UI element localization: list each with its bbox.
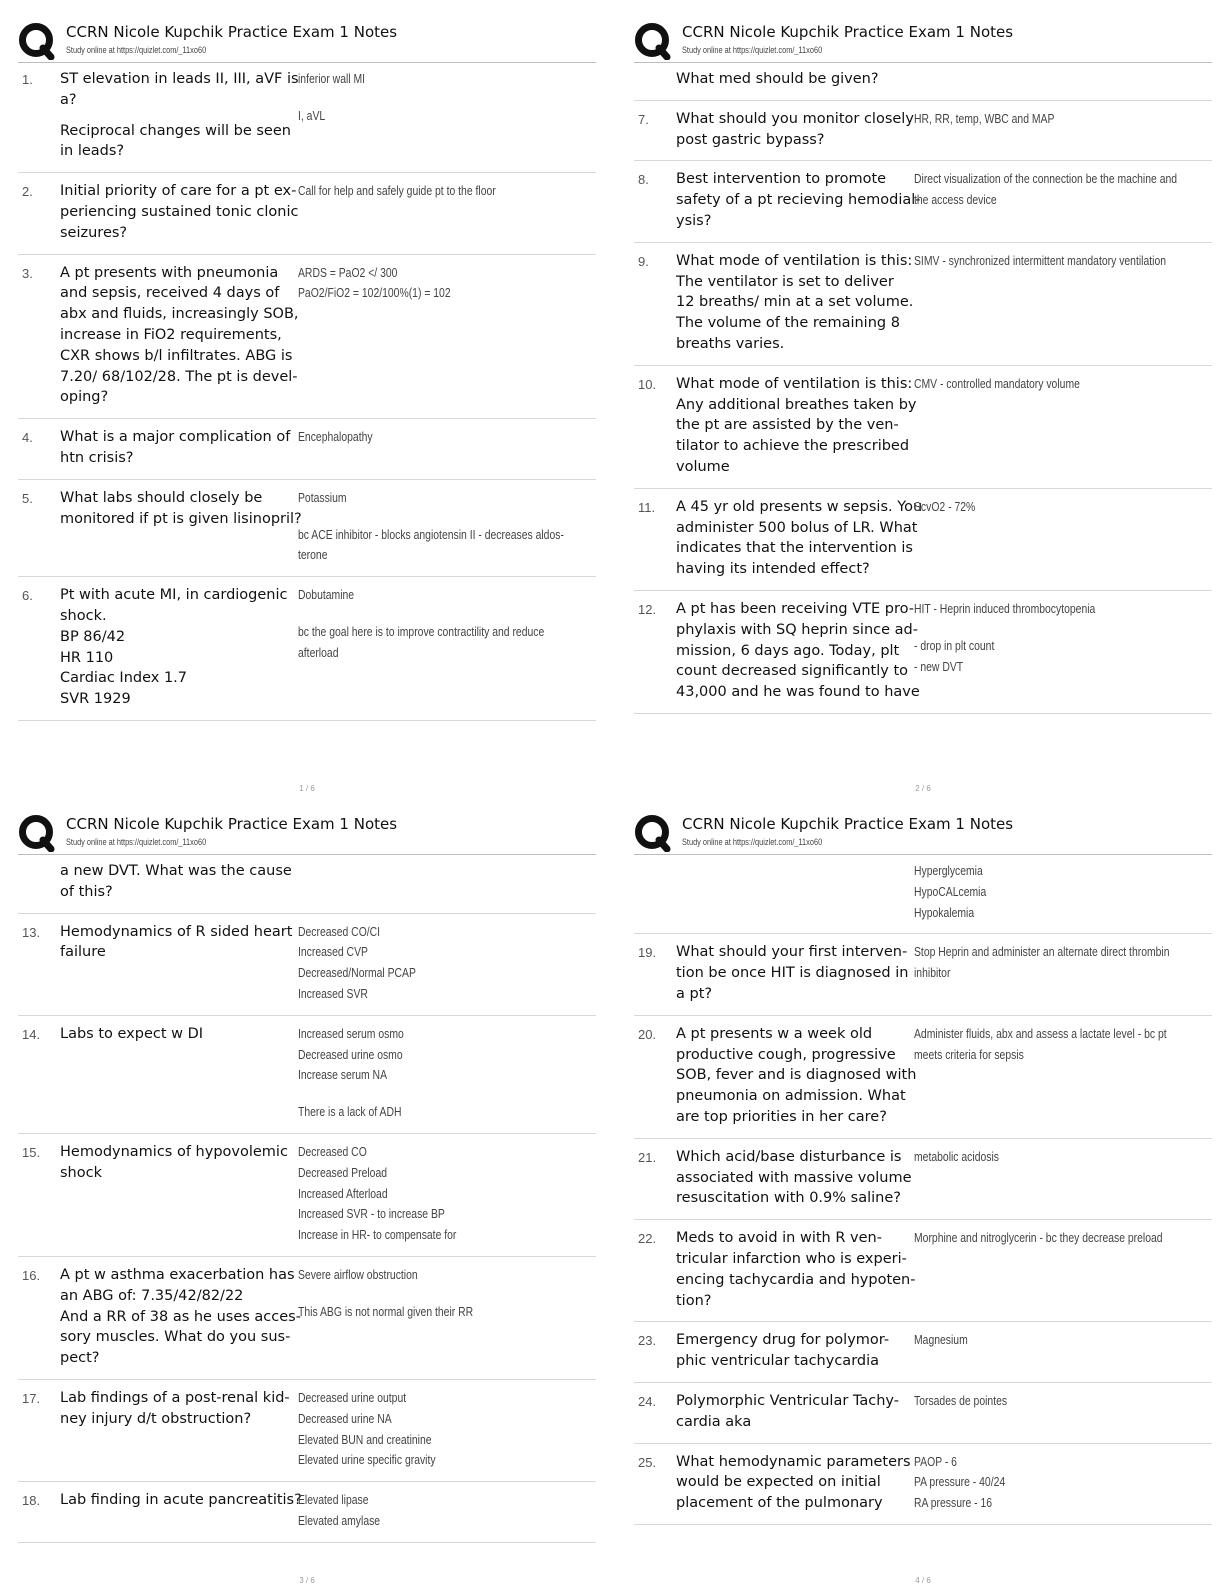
definition-line: CMV - controlled mandatory volume — [914, 375, 1080, 391]
term-line: A pt w asthma exacerbation has — [60, 1266, 295, 1283]
definition-line: ScvO2 - 72% — [914, 498, 976, 514]
card-number: 20. — [638, 1026, 657, 1042]
card-definition — [914, 1024, 1224, 1128]
term-line: What is a major complication of — [60, 429, 291, 446]
card-definition — [298, 488, 630, 566]
card-term — [60, 427, 298, 469]
card-definition — [298, 861, 596, 903]
page-number: 2 / 6 — [915, 784, 931, 793]
flashcard-row — [18, 1482, 596, 1543]
flashcard-row — [18, 1257, 596, 1380]
term-line: Which acid/base disturbance is — [676, 1148, 902, 1165]
flashcard-row — [18, 255, 596, 420]
term-line: count decreased significantly to — [676, 663, 908, 680]
definition-line: - new DVT — [914, 658, 964, 674]
term-line: failure — [60, 944, 106, 961]
card-term — [676, 1228, 914, 1311]
card-term — [676, 1391, 914, 1433]
card-number: 21. — [638, 1149, 657, 1165]
page-header — [18, 18, 596, 63]
definition-line: Elevated BUN and creatinine — [298, 1431, 432, 1447]
quizlet-logo-icon — [18, 814, 56, 852]
card-number — [18, 861, 60, 903]
card-definition — [914, 1391, 1212, 1433]
card-definition — [298, 263, 596, 409]
page-header — [18, 810, 596, 855]
card-number: 17. — [22, 1390, 41, 1406]
term-line — [60, 111, 298, 121]
definition-line: Increase in HR- to compensate for — [298, 1227, 457, 1243]
term-line: productive cough, progressive — [676, 1046, 896, 1063]
card-definition — [914, 599, 1212, 703]
term-line: What labs should closely be — [60, 489, 263, 506]
term-line: shock — [60, 1164, 102, 1181]
card-definition — [298, 1142, 596, 1246]
term-line: tion be once HIT is diagnosed in — [676, 965, 909, 982]
card-list — [634, 63, 1212, 714]
page-header — [634, 810, 1212, 855]
definition-line: Torsades de pointes — [914, 1392, 1008, 1408]
flashcard-row — [634, 1016, 1212, 1139]
card-term — [676, 497, 923, 580]
card-number: 2. — [22, 184, 33, 200]
definition-line: Direct visualization of the connection be the machine and — [914, 171, 1178, 187]
term-line: safety of a pt recieving hemodial- — [676, 192, 921, 209]
term-line: a? — [60, 91, 77, 108]
card-term — [60, 1490, 302, 1532]
term-line: breaths varies. — [676, 335, 785, 352]
term-line: What should you monitor closely — [676, 110, 914, 127]
definition-line: Decreased Preload — [298, 1164, 388, 1180]
term-line: volume — [676, 458, 730, 475]
term-line: the pt are assisted by the ven- — [676, 417, 899, 434]
term-line: Best intervention to promote — [676, 171, 887, 188]
term-line: Cardiac Index 1.7 — [60, 670, 188, 687]
definition-line: Elevated lipase — [298, 1492, 369, 1508]
term-line: Initial priority of care for a pt ex- — [60, 183, 297, 200]
card-definition — [298, 585, 606, 710]
card-number: 24. — [638, 1393, 657, 1409]
card-number: 9. — [638, 253, 649, 269]
term-line: 12 breaths/ min at a set volume. — [676, 294, 914, 311]
card-term — [676, 251, 914, 355]
card-definition — [298, 181, 596, 243]
card-definition — [914, 1330, 1212, 1372]
card-term — [676, 1024, 917, 1128]
definition-line: terone — [298, 547, 328, 563]
definition-line: inferior wall MI — [298, 71, 366, 86]
flashcard-row — [634, 1444, 1212, 1525]
term-line: tilator to achieve the prescribed — [676, 438, 910, 455]
definition-line: Increased serum osmo — [298, 1025, 404, 1041]
definition-line: Severe airflow obstruction — [298, 1266, 418, 1282]
definition-line: Decreased CO/CI — [298, 923, 381, 939]
flashcard-page-1 — [18, 18, 596, 793]
definition-line: Decreased CO — [298, 1143, 367, 1159]
card-term — [676, 169, 921, 231]
term-line: Lab finding in acute pancreatitis? — [60, 1492, 302, 1509]
study-link[interactable]: Study online at https://quizlet.com/_11xo60 — [66, 45, 207, 55]
card-term — [676, 1330, 914, 1372]
card-number: 13. — [22, 924, 41, 940]
definition-line — [298, 509, 630, 525]
definition-line: PAOP - 6 — [914, 1453, 957, 1469]
card-term — [676, 1147, 914, 1209]
card-definition — [914, 169, 1224, 231]
quizlet-logo-icon — [18, 22, 56, 60]
definition-line: inhibitor — [914, 965, 951, 981]
card-number — [634, 69, 676, 90]
term-line: resuscitation with 0.9% saline? — [676, 1190, 901, 1207]
definition-line: SIMV - synchronized intermittent mandatory ventilation — [914, 252, 1167, 268]
flashcard-row — [634, 63, 1212, 101]
card-definition — [298, 1265, 596, 1369]
term-line: A pt has been receiving VTE pro- — [676, 600, 914, 617]
definition-line: the access device — [914, 192, 997, 208]
definition-line — [298, 606, 606, 622]
card-term — [60, 1024, 298, 1123]
term-line: tricular infarction who is experi- — [676, 1250, 907, 1267]
term-line: What mode of ventilation is this: — [676, 252, 913, 269]
card-definition — [298, 1490, 596, 1532]
page-title: CCRN Nicole Kupchik Practice Exam 1 Notes — [66, 23, 398, 41]
card-term — [60, 1265, 301, 1369]
definition-line: Morphine and nitroglycerin - bc they decrease preload — [914, 1230, 1163, 1246]
card-term — [60, 922, 298, 1005]
term-line: Meds to avoid in with R ven- — [676, 1230, 882, 1247]
term-line: Any additional breathes taken by — [676, 396, 917, 413]
term-line: placement of the pulmonary — [676, 1495, 883, 1512]
card-definition — [298, 922, 596, 1005]
flashcard-row — [18, 1134, 596, 1257]
definition-line — [298, 1086, 596, 1102]
definition-line: This ABG is not normal given their RR — [298, 1303, 474, 1319]
term-line: are top priorities in her care? — [676, 1108, 887, 1125]
term-line: phylaxis with SQ heprin since ad- — [676, 621, 918, 638]
card-term — [60, 181, 298, 243]
definition-line: PaO2/FiO2 = 102/100%(1) = 102 — [298, 285, 451, 301]
term-line: pect? — [60, 1350, 100, 1367]
definition-line: Administer fluids, abx and assess a lactate level - bc pt — [914, 1025, 1167, 1041]
term-line: shock. — [60, 607, 107, 624]
card-term — [676, 1452, 914, 1514]
page-number: 3 / 6 — [299, 1576, 315, 1585]
term-line: HR 110 — [60, 649, 114, 666]
term-line: A pt presents w a week old — [676, 1025, 873, 1042]
term-line: administer 500 bolus of LR. What — [676, 519, 918, 536]
page-title: CCRN Nicole Kupchik Practice Exam 1 Notes — [682, 23, 1014, 41]
term-line: What mode of ventilation is this: — [676, 375, 913, 392]
flashcard-row — [18, 1016, 596, 1134]
term-line: Polymorphic Ventricular Tachy- — [676, 1392, 899, 1409]
definition-line: Hypokalemia — [914, 904, 975, 920]
definition-line: afterload — [298, 644, 339, 660]
flashcard-row — [634, 1220, 1212, 1322]
card-list — [634, 855, 1212, 1525]
term-line: A pt presents with pneumonia — [60, 264, 279, 281]
flashcard-row — [634, 591, 1212, 714]
term-line: 43,000 and he was found to have — [676, 684, 920, 701]
definition-line: Magnesium — [914, 1332, 968, 1348]
definition-line: Decreased urine osmo — [298, 1046, 403, 1062]
flashcard-row — [634, 1139, 1212, 1220]
definition-line: meets criteria for sepsis — [914, 1046, 1024, 1062]
flashcard-page-3 — [18, 810, 596, 1585]
card-definition — [914, 109, 1212, 151]
flashcard-row — [18, 577, 596, 721]
flashcard-row — [634, 1322, 1212, 1383]
flashcard-row — [18, 1380, 596, 1482]
card-definition — [914, 942, 1224, 1004]
term-line: pneumonia on admission. What — [676, 1088, 906, 1105]
term-line: The volume of the remaining 8 — [676, 315, 900, 332]
card-term — [60, 488, 302, 566]
definition-line: Increase serum NA — [298, 1067, 388, 1083]
definition-line: Elevated urine specific gravity — [298, 1452, 436, 1468]
definition-line: Increased Afterload — [298, 1185, 388, 1201]
term-line: monitored if pt is given lisinopril? — [60, 510, 302, 527]
card-list — [18, 855, 596, 1543]
term-line: A 45 yr old presents w sepsis. You — [676, 498, 923, 515]
term-line: The ventilator is set to deliver — [676, 273, 894, 290]
definition-line: Encephalopathy — [298, 429, 373, 445]
definition-line: Decreased urine NA — [298, 1410, 392, 1426]
term-line: What should your first interven- — [676, 944, 908, 961]
term-line: seizures? — [60, 224, 128, 241]
definition-line — [298, 90, 596, 106]
card-definition — [298, 69, 596, 162]
term-line: oping? — [60, 389, 109, 406]
definition-line: Hyperglycemia — [914, 863, 983, 878]
study-link[interactable]: Study online at https://quizlet.com/_11xo60 — [66, 837, 207, 847]
card-number: 10. — [638, 376, 657, 392]
term-line: would be expected on initial — [676, 1474, 881, 1491]
card-definition — [298, 427, 596, 469]
term-line: ST elevation in leads II, III, aVF is — [60, 71, 299, 87]
definition-line: Increased CVP — [298, 944, 368, 960]
definition-line: - drop in plt count — [914, 637, 995, 653]
term-line: Hemodynamics of R sided heart — [60, 923, 293, 940]
card-term — [60, 1142, 298, 1246]
definition-line: Potassium — [298, 489, 347, 505]
definition-line: metabolic acidosis — [914, 1148, 999, 1164]
term-line: associated with massive volume — [676, 1169, 912, 1186]
card-term — [676, 69, 914, 90]
card-number: 1. — [22, 72, 33, 87]
flashcard-row — [634, 855, 1212, 934]
card-term — [60, 861, 298, 903]
term-line: CXR shows b/l infiltrates. ABG is — [60, 347, 293, 364]
flashcard-row — [634, 1383, 1212, 1444]
flashcard-row — [18, 173, 596, 254]
flashcard-row — [18, 480, 596, 577]
card-definition — [914, 251, 1224, 355]
card-term — [676, 374, 917, 478]
term-line: cardia aka — [676, 1413, 752, 1430]
definition-line — [914, 620, 1212, 636]
term-line: Labs to expect w DI — [60, 1025, 204, 1042]
quizlet-logo-icon — [634, 814, 672, 852]
card-number: 14. — [22, 1026, 41, 1042]
card-term — [676, 599, 920, 703]
term-line: Emergency drug for polymor- — [676, 1332, 890, 1349]
definition-line: Call for help and safely guide pt to the floor — [298, 183, 496, 199]
term-line: 7.20/ 68/102/28. The pt is devel- — [60, 368, 298, 385]
card-number: 18. — [22, 1493, 41, 1509]
term-line: SOB, fever and is diagnosed with — [676, 1067, 917, 1084]
card-definition — [298, 1024, 596, 1123]
flashcard-row — [18, 855, 596, 914]
card-number: 5. — [22, 490, 33, 506]
term-line: ysis? — [676, 212, 712, 229]
definition-line: Elevated amylase — [298, 1512, 381, 1528]
card-number: 23. — [638, 1333, 657, 1349]
definition-line: Decreased/Normal PCAP — [298, 965, 416, 981]
card-term — [676, 942, 914, 1004]
term-line: an ABG of: 7.35/42/82/22 — [60, 1287, 244, 1304]
card-number: 12. — [638, 601, 657, 617]
flashcard-row — [18, 63, 596, 173]
page-title: CCRN Nicole Kupchik Practice Exam 1 Notes — [682, 815, 1014, 833]
card-number: 8. — [638, 172, 649, 188]
page-title: CCRN Nicole Kupchik Practice Exam 1 Notes — [66, 815, 398, 833]
term-line: post gastric bypass? — [676, 131, 825, 148]
flashcard-page-2 — [634, 18, 1212, 793]
term-line: Lab findings of a post-renal kid- — [60, 1389, 290, 1406]
definition-line: There is a lack of ADH — [298, 1104, 402, 1120]
term-line: and sepsis, received 4 days of — [60, 285, 280, 302]
term-line: What med should be given? — [676, 71, 879, 87]
card-number: 15. — [22, 1144, 41, 1160]
term-line: What hemodynamic parameters — [676, 1453, 911, 1470]
card-number: 25. — [638, 1454, 657, 1470]
card-term — [676, 109, 914, 151]
term-line: sory muscles. What do you sus- — [60, 1329, 291, 1346]
flashcard-page-4 — [634, 810, 1212, 1585]
flashcard-row — [634, 161, 1212, 242]
term-line: having its intended effect? — [676, 561, 870, 578]
card-number: 19. — [638, 945, 657, 961]
card-definition — [914, 497, 1212, 580]
card-definition — [914, 1147, 1212, 1209]
definition-line — [298, 1286, 596, 1302]
term-line: in leads? — [60, 143, 125, 160]
definition-line: Increased SVR — [298, 985, 368, 1001]
flashcard-row — [18, 914, 596, 1016]
definition-line: HypoCALcemia — [914, 883, 987, 899]
definition-line: PA pressure - 40/24 — [914, 1474, 1006, 1490]
card-number — [634, 861, 676, 923]
definition-line: bc the goal here is to improve contractility and reduce — [298, 623, 545, 639]
study-link[interactable]: Study online at https://quizlet.com/_11xo60 — [682, 837, 823, 847]
card-term — [60, 69, 298, 162]
flashcard-row — [634, 243, 1212, 366]
definition-line: Stop Heprin and administer an alternate direct thrombin — [914, 944, 1170, 960]
term-line: encing tachycardia and hypoten- — [676, 1271, 916, 1288]
term-line: And a RR of 38 as he uses acces- — [60, 1308, 301, 1325]
term-line: tion? — [676, 1292, 712, 1309]
card-definition — [914, 1452, 1212, 1514]
card-definition — [914, 1228, 1224, 1311]
term-line: mission, 6 days ago. Today, plt — [676, 642, 900, 659]
flashcard-row — [634, 934, 1212, 1015]
card-number: 4. — [22, 430, 33, 446]
page-number: 4 / 6 — [915, 1576, 931, 1585]
flashcard-row — [634, 101, 1212, 162]
card-definition — [914, 374, 1212, 478]
definition-line: bc ACE inhibitor - blocks angiotensin II - decreases aldos- — [298, 526, 564, 542]
term-line: a new DVT. What was the cause — [60, 863, 292, 879]
term-line: ney injury d/t obstruction? — [60, 1410, 252, 1427]
card-number: 3. — [22, 265, 33, 281]
definition-line: ARDS = PaO2 </ 300 — [298, 264, 398, 280]
term-line: htn crisis? — [60, 449, 134, 466]
definition-line: Decreased urine output — [298, 1389, 407, 1405]
term-line: Hemodynamics of hypovolemic — [60, 1143, 288, 1160]
definition-line: RA pressure - 16 — [914, 1495, 993, 1511]
term-line: increase in FiO2 requirements, — [60, 326, 282, 343]
definition-line: HR, RR, temp, WBC and MAP — [914, 110, 1055, 126]
page-header — [634, 18, 1212, 63]
card-list — [18, 63, 596, 721]
term-line: indicates that the intervention is — [676, 540, 913, 557]
card-number: 6. — [22, 588, 33, 604]
card-number: 16. — [22, 1267, 41, 1283]
flashcard-row — [634, 489, 1212, 591]
card-number: 22. — [638, 1231, 657, 1247]
page-number: 1 / 6 — [299, 784, 315, 793]
card-term — [60, 1388, 298, 1471]
term-line: abx and fluids, increasingly SOB, — [60, 306, 299, 323]
definition-line: HIT - Heprin induced thrombocytopenia — [914, 600, 1096, 616]
term-line: Pt with acute MI, in cardiogenic — [60, 587, 288, 604]
flashcard-row — [18, 419, 596, 480]
definition-line: Increased SVR - to increase BP — [298, 1206, 445, 1222]
definition-line: I, aVL — [298, 107, 326, 123]
study-link[interactable]: Study online at https://quizlet.com/_11xo60 — [682, 45, 823, 55]
term-line: of this? — [60, 883, 113, 900]
card-definition — [914, 861, 1212, 923]
term-line: SVR 1929 — [60, 691, 131, 708]
term-line: periencing sustained tonic clonic — [60, 203, 299, 220]
card-definition — [914, 69, 1212, 90]
term-line: a pt? — [676, 985, 713, 1002]
card-number: 11. — [638, 499, 656, 515]
flashcard-row — [634, 366, 1212, 489]
card-term — [60, 263, 298, 409]
card-definition — [298, 1388, 596, 1471]
definition-line: Dobutamine — [298, 587, 355, 603]
card-term — [60, 585, 298, 710]
quizlet-logo-icon — [634, 22, 672, 60]
term-line: phic ventricular tachycardia — [676, 1353, 880, 1370]
card-term — [676, 861, 914, 923]
term-line: BP 86/42 — [60, 628, 126, 645]
card-number: 7. — [638, 111, 649, 127]
term-line: Reciprocal changes will be seen — [60, 122, 291, 139]
